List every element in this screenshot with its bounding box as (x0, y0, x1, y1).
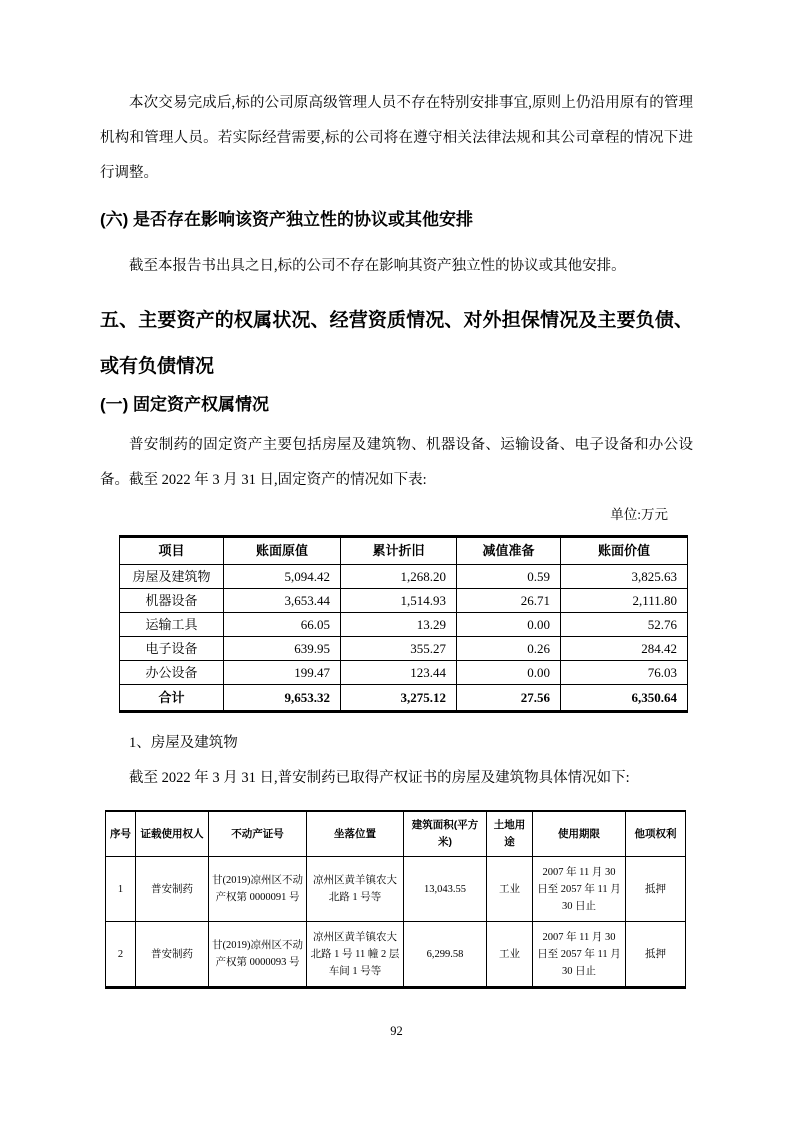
paragraph-independence: 截至本报告书出具之日,标的公司不存在影响其资产独立性的协议或其他安排。 (129, 258, 626, 274)
table-header-row (106, 811, 686, 857)
column-header-seq: 序号 (106, 811, 136, 857)
table-row (120, 589, 688, 613)
table-cell: 199.47 (224, 661, 341, 685)
column-header-other-rights: 他项权利 (626, 811, 686, 857)
table-cell: 电子设备 (120, 637, 224, 661)
table-row (120, 613, 688, 637)
table-cell: 284.42 (561, 637, 688, 661)
table-cell: 6,299.58 (404, 922, 487, 988)
table-cell: 5,094.42 (224, 565, 341, 589)
column-header-land-use: 土地用途 (487, 811, 533, 857)
table-cell: 639.95 (224, 637, 341, 661)
table-header-row (120, 537, 688, 565)
paragraph-property-certs: 截至 2022 年 3 月 31 日,普安制药已取得产权证书的房屋及建筑物具体情况如下: (129, 770, 630, 786)
column-header-item: 项目 (120, 537, 224, 565)
table-cell: 52.76 (561, 613, 688, 637)
table-cell: 工业 (487, 857, 533, 922)
table-row (106, 857, 686, 922)
column-header-area: 建筑面积(平方米) (404, 811, 487, 857)
table-row (120, 661, 688, 685)
fixed-assets-table (119, 535, 688, 713)
table-cell: 合计 (120, 685, 224, 712)
table-cell: 1,514.93 (341, 589, 457, 613)
column-header-original-value: 账面原值 (224, 537, 341, 565)
table-row (120, 637, 688, 661)
table-cell: 抵押 (626, 857, 686, 922)
column-header-owner: 证载使用权人 (136, 811, 209, 857)
table-cell: 2,111.80 (561, 589, 688, 613)
table-cell: 办公设备 (120, 661, 224, 685)
table-cell: 66.05 (224, 613, 341, 637)
table-cell: 76.03 (561, 661, 688, 685)
table-cell: 普安制药 (136, 857, 209, 922)
table-cell: 1 (106, 857, 136, 922)
table-cell: 2007 年 11 月 30 日至 2057 年 11 月 30 日止 (533, 857, 626, 922)
table-cell: 2007 年 11 月 30 日至 2057 年 11 月 30 日止 (533, 922, 626, 988)
paragraph-deal-completion: 本次交易完成后,标的公司原高级管理人员不存在特别安排事宜,原则上仍沿用原有的管理机构和管理人员。若实际经营需要,标的公司将在遵守相关法律法规和其公司章程的情况下进行调整。 (100, 95, 693, 181)
table-cell: 123.44 (341, 661, 457, 685)
table-cell: 甘(2019)凉州区不动产权第 0000093 号 (209, 922, 307, 988)
table-cell: 0.00 (457, 661, 561, 685)
heading-chapter-five: 五、主要资产的权属状况、经营资质情况、对外担保情况及主要负债、或有负债情况 (100, 310, 693, 377)
column-header-accumulated-depreciation: 累计折旧 (341, 537, 457, 565)
table-cell: 甘(2019)凉州区不动产权第 0000091 号 (209, 857, 307, 922)
unit-label: 单位:万元 (610, 507, 668, 522)
paragraph-fixed-assets-intro: 普安制药的固定资产主要包括房屋及建筑物、机器设备、运输设备、电子设备和办公设备。截至 2022 年 3 月 31 日,固定资产的情况如下表: (100, 437, 693, 488)
table-cell: 13.29 (341, 613, 457, 637)
table-cell: 3,275.12 (341, 685, 457, 712)
table-cell: 27.56 (457, 685, 561, 712)
column-header-certificate-no: 不动产证号 (209, 811, 307, 857)
table-row (120, 565, 688, 589)
column-header-impairment: 减值准备 (457, 537, 561, 565)
table-cell: 运输工具 (120, 613, 224, 637)
table-cell: 抵押 (626, 922, 686, 988)
table-cell: 普安制药 (136, 922, 209, 988)
property-certificates-table (105, 810, 686, 989)
table-cell: 房屋及建筑物 (120, 565, 224, 589)
heading-section-six: (六) 是否存在影响该资产独立性的协议或其他安排 (100, 210, 474, 229)
column-header-use-period: 使用期限 (533, 811, 626, 857)
table-cell: 13,043.55 (404, 857, 487, 922)
table-cell: 工业 (487, 922, 533, 988)
table-cell: 3,825.63 (561, 565, 688, 589)
column-header-book-value: 账面价值 (561, 537, 688, 565)
table-cell: 凉州区黄羊镇农大北路 1 号等 (307, 857, 404, 922)
table-row (106, 922, 686, 988)
table-cell: 0.26 (457, 637, 561, 661)
table-cell: 9,653.32 (224, 685, 341, 712)
table-cell: 26.71 (457, 589, 561, 613)
table-cell: 355.27 (341, 637, 457, 661)
table-cell: 凉州区黄羊镇农大北路 1 号 11 幢 2 层车间 1 号等 (307, 922, 404, 988)
table-cell: 0.00 (457, 613, 561, 637)
column-header-location: 坐落位置 (307, 811, 404, 857)
table-total-row (120, 685, 688, 712)
table-cell: 3,653.44 (224, 589, 341, 613)
table-cell: 6,350.64 (561, 685, 688, 712)
table-cell: 0.59 (457, 565, 561, 589)
table-cell: 2 (106, 922, 136, 988)
page-number: 92 (390, 1024, 403, 1038)
subitem-houses-heading: 1、房屋及建筑物 (129, 735, 238, 751)
table-cell: 机器设备 (120, 589, 224, 613)
table-cell: 1,268.20 (341, 565, 457, 589)
heading-subsection-one: (一) 固定资产权属情况 (100, 395, 270, 414)
